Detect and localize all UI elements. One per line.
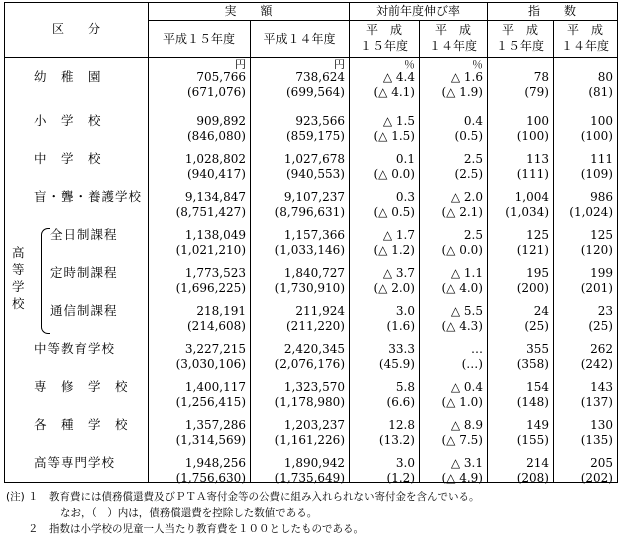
header-growth-heisei-15: 平 成 (365, 23, 402, 37)
table-cell-i14: 80 (597, 70, 613, 84)
table-cell-a15p: (846,080) (187, 129, 246, 143)
table-cell-i14p: (1,024) (569, 205, 613, 219)
table-cell-g15p: (△ 0.0) (373, 167, 415, 181)
table-cell-a15p: (3,030,106) (175, 357, 246, 371)
table-cell-g15p: (△ 0.5) (373, 205, 415, 219)
table-cell-g15p: (1.2) (386, 471, 415, 485)
table-cell-a15: 218,191 (196, 304, 246, 318)
table-cell-i14p: (109) (580, 167, 613, 181)
row-label: 盲・聾・養護学校 (34, 189, 143, 204)
header-growth-heisei-14: 平 成 (434, 23, 471, 37)
table-cell-i14: 143 (590, 380, 613, 394)
table-cell-g15p: (13.2) (378, 433, 415, 447)
table-cell-a14p: (8,796,631) (274, 205, 345, 219)
group-label-high-school-2: 等 (12, 262, 25, 277)
col-sep-index-inner (553, 20, 554, 483)
table-cell-i15: 149 (526, 418, 549, 432)
table-cell-g15: △ 3.7 (382, 266, 415, 280)
table-cell-i15: 125 (526, 228, 549, 242)
table-cell-a14: 1,157,366 (283, 228, 345, 242)
table-cell-a15: 1,400,117 (184, 380, 246, 394)
table-cell-g15: 5.8 (395, 380, 415, 394)
table-cell-a15: 909,892 (196, 114, 246, 128)
header-nobiritsu: 対前年度伸び率 (375, 4, 460, 18)
table-cell-a15: 1,028,802 (184, 152, 246, 166)
table-cell-a15: 705,766 (196, 70, 246, 84)
group-label-high-school-3: 学 (12, 279, 25, 294)
table-cell-i15p: (200) (516, 281, 549, 295)
table-cell-i15: 24 (533, 304, 549, 318)
row-label: 各 種 学 校 (34, 417, 129, 432)
table-cell-g15: 33.3 (388, 342, 415, 356)
table-cell-g15p: (1.6) (386, 319, 415, 333)
header-growth-year-14: １４年度 (428, 39, 477, 53)
table-cell-i14p: (202) (580, 471, 613, 485)
table-cell-a15p: (1,314,569) (175, 433, 246, 447)
table-cell-a14: 1,203,237 (283, 418, 345, 432)
footnote-2: ２ 指数は小学校の児童一人当たり教育費を１００としたものである。 (28, 523, 364, 535)
table-cell-a14p: (1,730,910) (274, 281, 345, 295)
table-cell-g15p: (6.6) (386, 395, 415, 409)
table-cell-i15: 78 (533, 70, 549, 84)
table-cell-g14: △ 8.9 (450, 418, 483, 432)
table-cell-i15p: (25) (524, 319, 549, 333)
table-cell-g14: … (471, 342, 483, 356)
table-cell-g15: 3.0 (395, 304, 415, 318)
table-cell-i15p: (155) (516, 433, 549, 447)
header-index-heisei-15: 平 成 (501, 23, 538, 37)
table-cell-a14: 738,624 (295, 70, 345, 84)
table-cell-a15p: (1,696,225) (175, 281, 246, 295)
table-cell-i14p: (137) (580, 395, 613, 409)
table-cell-a14p: (940,553) (286, 167, 345, 181)
table-cell-g14p: (△ 4.3) (441, 319, 483, 333)
table-cell-g14p: (2.5) (454, 167, 483, 181)
unit-pct-14: ％ (472, 58, 483, 71)
unit-pct-15: ％ (404, 58, 415, 71)
table-cell-a15p: (671,076) (187, 85, 246, 99)
table-cell-g14p: (…) (461, 357, 483, 371)
footnote-1-cont: なお，（ ）内は，債務償還費を控除した数値である。 (60, 507, 318, 519)
group-label-high-school-4: 校 (12, 296, 25, 311)
table-cell-g15: 12.8 (388, 418, 415, 432)
table-cell-i14: 262 (590, 342, 613, 356)
header-growth-year-15: １５年度 (359, 39, 408, 53)
table-cell-i15: 100 (526, 114, 549, 128)
table-cell-i15p: (111) (516, 167, 549, 181)
table-cell-a15p: (214,608) (187, 319, 246, 333)
table-cell-g15p: (△ 1.5) (373, 129, 415, 143)
row-label: 全日制課程 (50, 227, 118, 242)
table-cell-g14: 2.5 (463, 228, 483, 242)
table-cell-i15p: (148) (516, 395, 549, 409)
row-label: 小 学 校 (34, 113, 102, 128)
table-cell-a14: 1,890,942 (283, 456, 345, 470)
table-cell-g14: △ 2.0 (450, 190, 483, 204)
row-label: 通信制課程 (50, 303, 118, 318)
table-cell-g15p: (△ 4.1) (373, 85, 415, 99)
table-cell-i15p: (1,034) (505, 205, 549, 219)
table-cell-g14p: (△ 1.0) (441, 395, 483, 409)
table-cell-g15: △ 1.5 (382, 114, 415, 128)
unit-yen-15: 円 (235, 58, 246, 71)
table-cell-i15p: (121) (516, 243, 549, 257)
footnote-1: (注) １ 教育費には債務償還費及びＰＴＡ寄付金等の公費に組み入れられない寄付金を含んでいる。 (6, 491, 480, 503)
table-cell-g14: △ 1.6 (450, 70, 483, 84)
high-school-bracket (41, 228, 50, 334)
table-cell-g14: △ 0.4 (450, 380, 483, 394)
footnotes (6, 489, 480, 537)
table-cell-a15p: (8,751,427) (175, 205, 246, 219)
table-cell-i14: 205 (590, 456, 613, 470)
table-cell-g15: 3.0 (395, 456, 415, 470)
row-label: 中等教育学校 (34, 341, 116, 356)
table-cell-g14p: (0.5) (454, 129, 483, 143)
row-label: 定時制課程 (50, 265, 118, 280)
table-cell-a14: 2,420,345 (283, 342, 345, 356)
header-shisu: 指 数 (527, 4, 576, 18)
table-cell-a14p: (2,076,176) (274, 357, 345, 371)
table-cell-g14p: (△ 2.1) (441, 205, 483, 219)
table-cell-a15p: (1,756,630) (175, 471, 246, 485)
row-label: 幼 稚 園 (34, 69, 102, 84)
table-cell-a14: 211,924 (295, 304, 345, 318)
header-index-year-14: １４年度 (560, 39, 609, 53)
table-cell-i14: 125 (590, 228, 613, 242)
table-cell-i15: 195 (526, 266, 549, 280)
table-cell-g14: △ 3.1 (450, 456, 483, 470)
table-cell-g14: 0.4 (463, 114, 483, 128)
table-cell-a14p: (859,175) (286, 129, 345, 143)
table-cell-i14: 23 (597, 304, 613, 318)
header-amount-h15: 平成１５年度 (162, 32, 235, 46)
table-cell-i15: 1,004 (514, 190, 549, 204)
table-cell-i14p: (81) (588, 85, 613, 99)
table-cell-i14p: (120) (580, 243, 613, 257)
header-jitsugaku: 実 額 (224, 4, 273, 18)
header-index-year-15: １５年度 (495, 39, 544, 53)
table-cell-g14: 2.5 (463, 152, 483, 166)
row-label: 中 学 校 (34, 151, 102, 166)
table-cell-i14p: (201) (580, 281, 613, 295)
table-cell-g15: 0.3 (395, 190, 415, 204)
row-label: 高等専門学校 (34, 455, 116, 470)
table-cell-a14p: (211,220) (286, 319, 345, 333)
table-cell-i14: 199 (590, 266, 613, 280)
table-cell-a15: 1,948,256 (184, 456, 246, 470)
table-border-right (617, 2, 618, 483)
table-cell-g14p: (△ 4.0) (441, 281, 483, 295)
table-cell-a15p: (1,021,210) (175, 243, 246, 257)
table-cell-i15: 154 (526, 380, 549, 394)
expenditure-table (4, 2, 618, 483)
table-cell-i15p: (79) (524, 85, 549, 99)
table-cell-a15: 3,227,215 (184, 342, 246, 356)
table-cell-a14p: (699,564) (286, 85, 345, 99)
table-cell-g15: △ 1.7 (382, 228, 415, 242)
row-label: 専 修 学 校 (34, 379, 129, 394)
table-cell-g14p: (△ 7.5) (441, 433, 483, 447)
col-sep-amount (349, 2, 350, 483)
table-cell-g14p: (△ 4.9) (441, 471, 483, 485)
table-cell-g14p: (△ 1.9) (441, 85, 483, 99)
table-border-top (4, 2, 618, 3)
table-cell-g15: 0.1 (395, 152, 415, 166)
table-cell-i14p: (242) (580, 357, 613, 371)
table-cell-g15p: (△ 2.0) (373, 281, 415, 295)
table-cell-a14: 1,323,570 (283, 380, 345, 394)
table-cell-a14: 1,027,678 (283, 152, 345, 166)
table-cell-a15: 9,134,847 (184, 190, 246, 204)
table-cell-i15p: (100) (516, 129, 549, 143)
header-subdivider (148, 20, 618, 21)
table-cell-a15: 1,138,049 (184, 228, 246, 242)
group-label-high-school-1: 高 (12, 245, 25, 260)
table-cell-g15: △ 4.4 (382, 70, 415, 84)
table-cell-g15p: (△ 1.2) (373, 243, 415, 257)
table-cell-i14: 111 (590, 152, 613, 166)
table-cell-a14p: (1,178,980) (274, 395, 345, 409)
table-cell-i14: 100 (590, 114, 613, 128)
table-cell-i15: 214 (526, 456, 549, 470)
table-cell-g14: △ 1.1 (450, 266, 483, 280)
table-cell-i14: 130 (590, 418, 613, 432)
table-cell-a14p: (1,161,226) (274, 433, 345, 447)
col-sep-amount-inner (250, 20, 251, 483)
table-cell-i15: 113 (526, 152, 549, 166)
table-cell-a15: 1,357,286 (184, 418, 246, 432)
table-cell-a15: 1,773,523 (184, 266, 246, 280)
col-sep-growth-inner (419, 20, 420, 483)
table-cell-a14: 1,840,727 (283, 266, 345, 280)
table-cell-g14: △ 5.5 (450, 304, 483, 318)
table-border-left (4, 2, 5, 483)
table-cell-i14p: (25) (588, 319, 613, 333)
header-index-heisei-14: 平 成 (566, 23, 603, 37)
unit-yen-14: 円 (334, 58, 345, 71)
col-sep-growth (487, 2, 488, 483)
table-cell-a15p: (1,256,415) (175, 395, 246, 409)
table-cell-a14p: (1,033,146) (274, 243, 345, 257)
table-cell-i14: 986 (590, 190, 613, 204)
table-cell-a15p: (940,417) (187, 167, 246, 181)
header-kubun: 区 分 (51, 22, 100, 36)
col-sep-label (148, 2, 149, 483)
header-amount-h14: 平成１４年度 (263, 32, 336, 46)
table-cell-i15: 355 (526, 342, 549, 356)
table-cell-i14p: (135) (580, 433, 613, 447)
table-cell-a14p: (1,735,649) (274, 471, 345, 485)
table-cell-g15p: (45.9) (378, 357, 415, 371)
table-cell-a14: 923,566 (295, 114, 345, 128)
table-cell-i14p: (100) (580, 129, 613, 143)
table-cell-g14p: (△ 0.0) (441, 243, 483, 257)
table-cell-i15p: (358) (516, 357, 549, 371)
table-cell-a14: 9,107,237 (283, 190, 345, 204)
table-cell-i15p: (208) (516, 471, 549, 485)
